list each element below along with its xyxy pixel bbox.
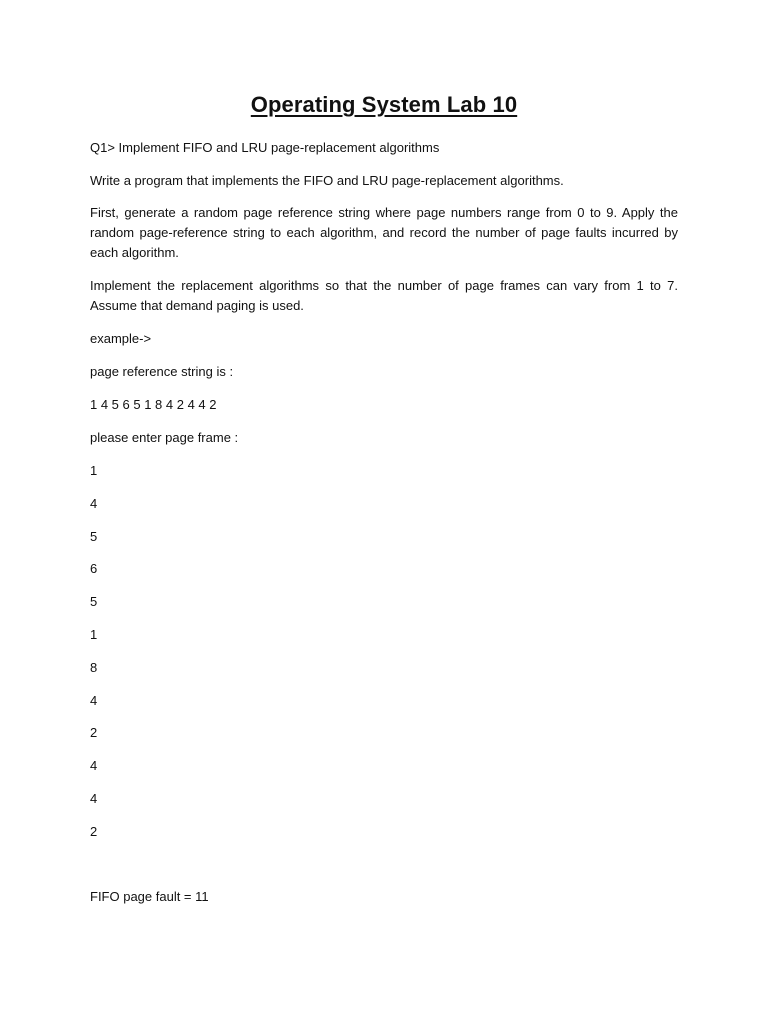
frame-entry: 8 (90, 660, 98, 675)
frame-entry: 4 (90, 496, 98, 511)
frame-prompt: please enter page frame : (90, 430, 239, 445)
reference-string: 1 4 5 6 5 1 8 4 2 4 4 2 (90, 397, 217, 412)
frame-entry: 6 (90, 561, 98, 576)
frame-entry: 2 (90, 725, 98, 740)
frame-entry: 5 (90, 594, 98, 609)
frame-entry: 2 (90, 824, 98, 839)
frame-entry: 1 (90, 627, 98, 642)
fifo-result: FIFO page fault = 11 (90, 889, 209, 904)
frame-entry: 4 (90, 693, 98, 708)
question-line: Q1> Implement FIFO and LRU page-replacement algorithms (90, 140, 440, 155)
frame-entry: 5 (90, 529, 98, 544)
example-label: example-> (90, 331, 152, 346)
frame-entry: 4 (90, 758, 98, 773)
paragraph-intro: Write a program that implements the FIFO and LRU page-replacement algorithms. (90, 173, 564, 188)
frame-entry: 1 (90, 463, 98, 478)
paragraph-frames: Implement the replacement algorithms so that the number of page frames can vary from 1 to 7. Assume that demand paging is used. (90, 278, 678, 313)
paragraph-random-string: First, generate a random page reference string where page numbers range from 0 to 9. Apply the random page-reference string to each algorithm, and record the number of page faults incurred by each algorithm. (90, 205, 678, 260)
frame-entry: 4 (90, 791, 98, 806)
reference-string-label: page reference string is : (90, 364, 234, 379)
page-title: Operating System Lab 10 (250, 92, 518, 117)
